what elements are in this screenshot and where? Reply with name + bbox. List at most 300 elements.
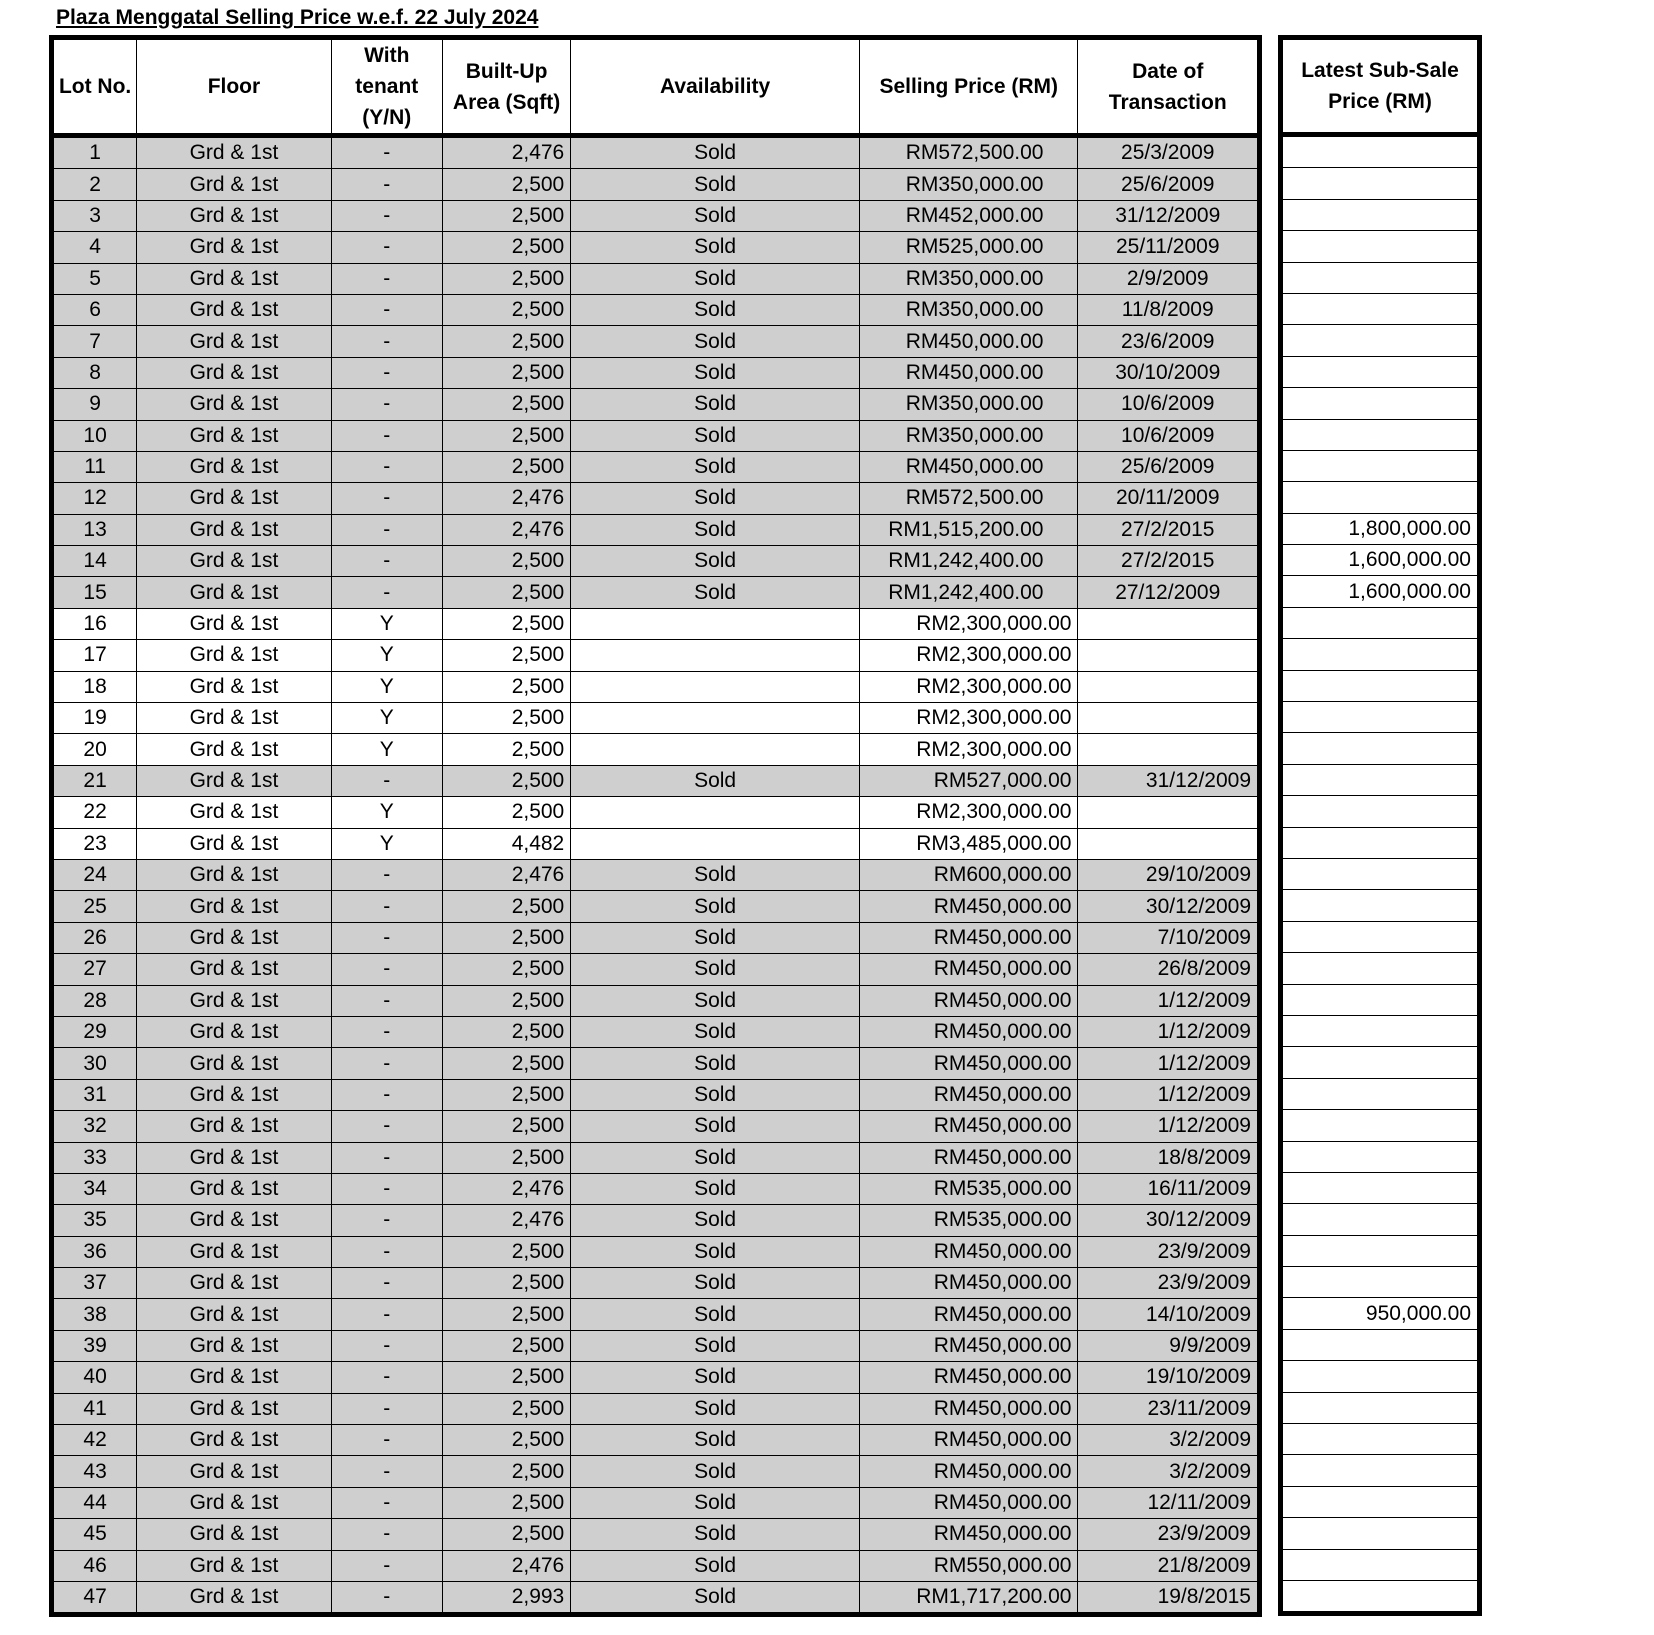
lot-no-cell: 24: [52, 859, 137, 890]
lot-no-cell: 17: [52, 640, 137, 671]
sub-sale-price-cell: 1,800,000.00: [1281, 513, 1480, 544]
lot-no-cell: 16: [52, 608, 137, 639]
tenant-cell: -: [331, 200, 442, 231]
area-cell: 2,500: [442, 1330, 570, 1361]
floor-cell: Grd & 1st: [137, 294, 331, 325]
subsale-row: [1281, 1298, 1480, 1329]
selling-price-cell: RM450,000.00: [859, 1519, 1078, 1550]
date-cell: 23/9/2009: [1078, 1519, 1260, 1550]
sub-sale-price-cell: [1281, 1204, 1480, 1235]
availability-cell: Sold: [571, 169, 860, 200]
floor-cell: Grd & 1st: [137, 1581, 331, 1614]
tenant-cell: -: [331, 1268, 442, 1299]
availability-cell: [571, 797, 860, 828]
date-cell: [1078, 797, 1260, 828]
subsale-row: [1281, 827, 1480, 858]
floor-cell: Grd & 1st: [137, 546, 331, 577]
area-cell: 4,482: [442, 828, 570, 859]
floor-cell: Grd & 1st: [137, 1550, 331, 1581]
date-cell: 25/6/2009: [1078, 451, 1260, 482]
area-cell: 2,500: [442, 1079, 570, 1110]
table-row: [52, 1487, 1260, 1518]
table-row: [52, 1016, 1260, 1047]
area-cell: 2,476: [442, 514, 570, 545]
table-row: [52, 577, 1260, 608]
sub-sale-price-cell: [1281, 388, 1480, 419]
floor-cell: Grd & 1st: [137, 734, 331, 765]
subsale-row: [1281, 607, 1480, 638]
table-row: [52, 200, 1260, 231]
tenant-cell: -: [331, 357, 442, 388]
availability-cell: Sold: [571, 1111, 860, 1142]
lot-no-cell: 25: [52, 891, 137, 922]
lot-no-cell: 39: [52, 1330, 137, 1361]
sub-sale-price-cell: [1281, 858, 1480, 889]
subsale-row: [1281, 325, 1480, 356]
tenant-cell: -: [331, 294, 442, 325]
lot-no-cell: 30: [52, 1048, 137, 1079]
table-row: [52, 828, 1260, 859]
table-row: [52, 1111, 1260, 1142]
availability-cell: Sold: [571, 1268, 860, 1299]
selling-price-cell: RM450,000.00: [859, 985, 1078, 1016]
area-cell: 2,500: [442, 1236, 570, 1267]
tenant-cell: Y: [331, 734, 442, 765]
selling-price-cell: RM450,000.00: [859, 451, 1078, 482]
lot-no-cell: 5: [52, 263, 137, 294]
area-cell: 2,476: [442, 483, 570, 514]
tenant-cell: -: [331, 1425, 442, 1456]
area-cell: 2,500: [442, 1393, 570, 1424]
floor-cell: Grd & 1st: [137, 514, 331, 545]
selling-price-cell: RM1,242,400.00: [859, 546, 1078, 577]
table-row: [52, 1550, 1260, 1581]
area-cell: 2,476: [442, 1173, 570, 1204]
subsale-row: [1281, 1580, 1480, 1613]
tenant-cell: -: [331, 1581, 442, 1614]
sub-sale-price-cell: [1281, 262, 1480, 293]
subsale-row: [1281, 1078, 1480, 1109]
availability-cell: Sold: [571, 985, 860, 1016]
subsale-row: [1281, 168, 1480, 199]
subsale-row: [1281, 1267, 1480, 1298]
date-cell: 23/11/2009: [1078, 1393, 1260, 1424]
date-cell: 19/10/2009: [1078, 1362, 1260, 1393]
table-row: [52, 1362, 1260, 1393]
availability-cell: Sold: [571, 922, 860, 953]
lot-no-cell: 22: [52, 797, 137, 828]
floor-cell: Grd & 1st: [137, 1519, 331, 1550]
table-row: [52, 703, 1260, 734]
sub-sale-price-cell: [1281, 984, 1480, 1015]
table-row: [52, 1142, 1260, 1173]
floor-cell: Grd & 1st: [137, 828, 331, 859]
table-row: [52, 546, 1260, 577]
sub-sale-price-cell: [1281, 1361, 1480, 1392]
availability-cell: Sold: [571, 136, 860, 169]
area-cell: 2,500: [442, 577, 570, 608]
floor-cell: Grd & 1st: [137, 1299, 331, 1330]
area-cell: 2,500: [442, 1299, 570, 1330]
area-cell: 2,500: [442, 263, 570, 294]
lot-no-cell: 43: [52, 1456, 137, 1487]
area-cell: 2,500: [442, 640, 570, 671]
sub-sale-price-cell: [1281, 1078, 1480, 1109]
floor-cell: Grd & 1st: [137, 420, 331, 451]
date-cell: 25/6/2009: [1078, 169, 1260, 200]
header-floor: Floor: [137, 38, 331, 136]
lot-no-cell: 31: [52, 1079, 137, 1110]
selling-price-cell: RM350,000.00: [859, 389, 1078, 420]
selling-price-cell: RM450,000.00: [859, 1142, 1078, 1173]
sub-sale-price-cell: [1281, 639, 1480, 670]
area-cell: 2,500: [442, 1362, 570, 1393]
lot-no-cell: 45: [52, 1519, 137, 1550]
sub-sale-price-cell: [1281, 199, 1480, 230]
sub-sale-price-cell: [1281, 607, 1480, 638]
selling-price-cell: RM450,000.00: [859, 1393, 1078, 1424]
selling-price-cell: RM450,000.00: [859, 1268, 1078, 1299]
date-cell: 31/12/2009: [1078, 200, 1260, 231]
area-cell: 2,500: [442, 1487, 570, 1518]
tenant-cell: -: [331, 232, 442, 263]
sub-sale-price-cell: [1281, 953, 1480, 984]
floor-cell: Grd & 1st: [137, 797, 331, 828]
floor-cell: Grd & 1st: [137, 640, 331, 671]
area-cell: 2,476: [442, 1550, 570, 1581]
subsale-row: [1281, 1110, 1480, 1141]
lot-no-cell: 40: [52, 1362, 137, 1393]
tenant-cell: Y: [331, 703, 442, 734]
subsale-row: [1281, 858, 1480, 889]
date-cell: 20/11/2009: [1078, 483, 1260, 514]
lot-no-cell: 29: [52, 1016, 137, 1047]
date-cell: 3/2/2009: [1078, 1456, 1260, 1487]
tenant-cell: -: [331, 1330, 442, 1361]
sub-sale-price-cell: [1281, 1518, 1480, 1549]
sub-sale-price-cell: [1281, 450, 1480, 481]
sub-sale-price-cell: [1281, 670, 1480, 701]
sub-sale-price-cell: [1281, 135, 1480, 168]
availability-cell: Sold: [571, 420, 860, 451]
floor-cell: Grd & 1st: [137, 954, 331, 985]
sub-sale-price-cell: [1281, 1267, 1480, 1298]
availability-cell: Sold: [571, 483, 860, 514]
floor-cell: Grd & 1st: [137, 608, 331, 639]
sub-sale-price-cell: [1281, 1141, 1480, 1172]
lot-no-cell: 38: [52, 1299, 137, 1330]
date-cell: 9/9/2009: [1078, 1330, 1260, 1361]
subsale-row: [1281, 1235, 1480, 1266]
availability-cell: Sold: [571, 1519, 860, 1550]
area-cell: 2,500: [442, 985, 570, 1016]
sub-sale-price-cell: [1281, 764, 1480, 795]
availability-cell: [571, 608, 860, 639]
sub-sale-price-cell: [1281, 1329, 1480, 1360]
header-built-up-area: Built-Up Area (Sqft): [442, 38, 570, 136]
area-cell: 2,500: [442, 169, 570, 200]
sub-sale-price-cell: [1281, 1486, 1480, 1517]
floor-cell: Grd & 1st: [137, 1268, 331, 1299]
date-cell: 10/6/2009: [1078, 389, 1260, 420]
availability-cell: [571, 828, 860, 859]
availability-cell: Sold: [571, 1236, 860, 1267]
date-cell: 1/12/2009: [1078, 1016, 1260, 1047]
tenant-cell: -: [331, 389, 442, 420]
selling-price-cell: RM450,000.00: [859, 1425, 1078, 1456]
table-row: [52, 169, 1260, 200]
date-cell: 27/2/2015: [1078, 546, 1260, 577]
subsale-row: [1281, 1549, 1480, 1580]
area-cell: 2,500: [442, 1142, 570, 1173]
floor-cell: Grd & 1st: [137, 389, 331, 420]
area-cell: 2,500: [442, 671, 570, 702]
date-cell: [1078, 703, 1260, 734]
availability-cell: Sold: [571, 1205, 860, 1236]
availability-cell: [571, 734, 860, 765]
area-cell: 2,500: [442, 1111, 570, 1142]
floor-cell: Grd & 1st: [137, 1236, 331, 1267]
subsale-row: [1281, 482, 1480, 513]
area-cell: 2,500: [442, 200, 570, 231]
lot-no-cell: 33: [52, 1142, 137, 1173]
lot-no-cell: 35: [52, 1205, 137, 1236]
sub-sale-price-cell: [1281, 1455, 1480, 1486]
lot-no-cell: 47: [52, 1581, 137, 1614]
lot-no-cell: 4: [52, 232, 137, 263]
availability-cell: Sold: [571, 263, 860, 294]
date-cell: 23/6/2009: [1078, 326, 1260, 357]
table-row: [52, 1173, 1260, 1204]
tenant-cell: -: [331, 1519, 442, 1550]
area-cell: 2,500: [442, 891, 570, 922]
tenant-cell: -: [331, 1016, 442, 1047]
date-cell: 18/8/2009: [1078, 1142, 1260, 1173]
area-cell: 2,476: [442, 1205, 570, 1236]
date-cell: 12/11/2009: [1078, 1487, 1260, 1518]
floor-cell: Grd & 1st: [137, 263, 331, 294]
subsale-row: [1281, 1455, 1480, 1486]
availability-cell: Sold: [571, 1425, 860, 1456]
sub-sale-price-cell: [1281, 1424, 1480, 1455]
area-cell: 2,500: [442, 765, 570, 796]
sub-sale-price-cell: [1281, 1235, 1480, 1266]
price-table: [49, 35, 1262, 1617]
sub-sale-price-cell: [1281, 293, 1480, 324]
date-cell: [1078, 734, 1260, 765]
floor-cell: Grd & 1st: [137, 1487, 331, 1518]
subsale-row: [1281, 921, 1480, 952]
floor-cell: Grd & 1st: [137, 169, 331, 200]
lot-no-cell: 36: [52, 1236, 137, 1267]
table-row: [52, 1330, 1260, 1361]
lot-no-cell: 18: [52, 671, 137, 702]
subsale-row: [1281, 388, 1480, 419]
table-row: [52, 483, 1260, 514]
sub-sale-price-cell: [1281, 702, 1480, 733]
lot-no-cell: 37: [52, 1268, 137, 1299]
date-cell: 27/12/2009: [1078, 577, 1260, 608]
selling-price-cell: RM450,000.00: [859, 1487, 1078, 1518]
lot-no-cell: 14: [52, 546, 137, 577]
table-row: [52, 640, 1260, 671]
tenant-cell: Y: [331, 608, 442, 639]
subsale-row: [1281, 890, 1480, 921]
tenant-cell: -: [331, 1205, 442, 1236]
selling-price-cell: RM527,000.00: [859, 765, 1078, 796]
sub-sale-price-cell: [1281, 231, 1480, 262]
availability-cell: Sold: [571, 1393, 860, 1424]
area-cell: 2,500: [442, 1268, 570, 1299]
subsale-row: [1281, 450, 1480, 481]
subsale-row: [1281, 293, 1480, 324]
tenant-cell: -: [331, 765, 442, 796]
page-title: Plaza Menggatal Selling Price w.e.f. 22 July 2024: [56, 6, 539, 29]
availability-cell: Sold: [571, 546, 860, 577]
availability-cell: Sold: [571, 1456, 860, 1487]
selling-price-cell: RM450,000.00: [859, 1048, 1078, 1079]
sub-sale-price-cell: [1281, 733, 1480, 764]
selling-price-cell: RM1,515,200.00: [859, 514, 1078, 545]
selling-price-cell: RM450,000.00: [859, 326, 1078, 357]
floor-cell: Grd & 1st: [137, 577, 331, 608]
floor-cell: Grd & 1st: [137, 1456, 331, 1487]
tenant-cell: Y: [331, 671, 442, 702]
subsale-row: [1281, 1047, 1480, 1078]
floor-cell: Grd & 1st: [137, 136, 331, 169]
sub-sale-price-cell: [1281, 1047, 1480, 1078]
subsale-row: [1281, 419, 1480, 450]
area-cell: 2,500: [442, 389, 570, 420]
availability-cell: [571, 671, 860, 702]
tenant-cell: -: [331, 1079, 442, 1110]
availability-cell: Sold: [571, 1362, 860, 1393]
selling-price-cell: RM535,000.00: [859, 1173, 1078, 1204]
sub-sale-price-cell: [1281, 482, 1480, 513]
selling-price-cell: RM600,000.00: [859, 859, 1078, 890]
lot-no-cell: 41: [52, 1393, 137, 1424]
area-cell: 2,500: [442, 420, 570, 451]
header-latest-sub-sale-price: Latest Sub-Sale Price (RM): [1281, 38, 1480, 135]
tenant-cell: -: [331, 1048, 442, 1079]
area-cell: 2,500: [442, 451, 570, 482]
floor-cell: Grd & 1st: [137, 483, 331, 514]
subsale-row: [1281, 796, 1480, 827]
tenant-cell: -: [331, 483, 442, 514]
table-row: [52, 420, 1260, 451]
date-cell: 25/11/2009: [1078, 232, 1260, 263]
availability-cell: [571, 640, 860, 671]
tenant-cell: -: [331, 546, 442, 577]
lot-no-cell: 42: [52, 1425, 137, 1456]
date-cell: 3/2/2009: [1078, 1425, 1260, 1456]
sub-sale-price-cell: 950,000.00: [1281, 1298, 1480, 1329]
tenant-cell: -: [331, 420, 442, 451]
subsale-row: [1281, 702, 1480, 733]
lot-no-cell: 26: [52, 922, 137, 953]
availability-cell: Sold: [571, 1048, 860, 1079]
sub-sale-price-cell: [1281, 419, 1480, 450]
subsale-row: [1281, 199, 1480, 230]
availability-cell: Sold: [571, 1487, 860, 1518]
floor-cell: Grd & 1st: [137, 859, 331, 890]
subsale-row: [1281, 1329, 1480, 1360]
lot-no-cell: 27: [52, 954, 137, 985]
area-cell: 2,500: [442, 734, 570, 765]
area-cell: 2,500: [442, 357, 570, 388]
floor-cell: Grd & 1st: [137, 451, 331, 482]
availability-cell: Sold: [571, 389, 860, 420]
tenant-cell: -: [331, 1111, 442, 1142]
table-row: [52, 954, 1260, 985]
availability-cell: Sold: [571, 514, 860, 545]
table-row: [52, 263, 1260, 294]
table-row: [52, 671, 1260, 702]
selling-price-cell: RM350,000.00: [859, 420, 1078, 451]
floor-cell: Grd & 1st: [137, 1330, 331, 1361]
selling-price-cell: RM350,000.00: [859, 169, 1078, 200]
availability-cell: Sold: [571, 1173, 860, 1204]
availability-cell: Sold: [571, 1550, 860, 1581]
tenant-cell: -: [331, 922, 442, 953]
lot-no-cell: 12: [52, 483, 137, 514]
date-cell: 25/3/2009: [1078, 136, 1260, 169]
area-cell: 2,500: [442, 1016, 570, 1047]
selling-price-cell: RM572,500.00: [859, 136, 1078, 169]
selling-price-cell: RM2,300,000.00: [859, 797, 1078, 828]
selling-price-cell: RM450,000.00: [859, 1330, 1078, 1361]
availability-cell: Sold: [571, 1299, 860, 1330]
date-cell: 1/12/2009: [1078, 1079, 1260, 1110]
date-cell: 10/6/2009: [1078, 420, 1260, 451]
subsale-row: [1281, 513, 1480, 544]
floor-cell: Grd & 1st: [137, 703, 331, 734]
lot-no-cell: 9: [52, 389, 137, 420]
tenant-cell: -: [331, 1236, 442, 1267]
floor-cell: Grd & 1st: [137, 1048, 331, 1079]
lot-no-cell: 20: [52, 734, 137, 765]
tenant-cell: -: [331, 1299, 442, 1330]
table-row: [52, 1205, 1260, 1236]
subsale-row: [1281, 764, 1480, 795]
tenant-cell: -: [331, 514, 442, 545]
lot-no-cell: 2: [52, 169, 137, 200]
date-cell: 27/2/2015: [1078, 514, 1260, 545]
tenant-cell: -: [331, 136, 442, 169]
selling-price-cell: RM535,000.00: [859, 1205, 1078, 1236]
availability-cell: Sold: [571, 891, 860, 922]
sub-sale-price-cell: [1281, 796, 1480, 827]
table-row: [52, 608, 1260, 639]
lot-no-cell: 1: [52, 136, 137, 169]
subsale-row: [1281, 1392, 1480, 1423]
lot-no-cell: 23: [52, 828, 137, 859]
table-row: [52, 1519, 1260, 1550]
table-row: [52, 1299, 1260, 1330]
selling-price-cell: RM450,000.00: [859, 1016, 1078, 1047]
table-row: [52, 1048, 1260, 1079]
lot-no-cell: 3: [52, 200, 137, 231]
date-cell: 26/8/2009: [1078, 954, 1260, 985]
subsale-row: [1281, 670, 1480, 701]
table-row: [52, 734, 1260, 765]
table-row: [52, 891, 1260, 922]
date-cell: 16/11/2009: [1078, 1173, 1260, 1204]
subsale-table: [1278, 35, 1482, 1616]
area-cell: 2,500: [442, 1519, 570, 1550]
floor-cell: Grd & 1st: [137, 357, 331, 388]
subsale-row: [1281, 576, 1480, 607]
